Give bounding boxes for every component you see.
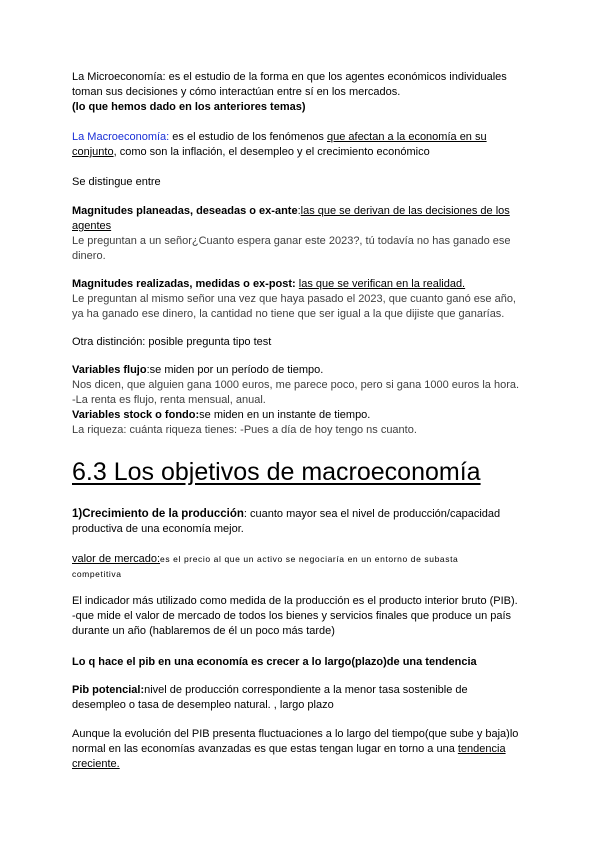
- micro-line-1: La Microeconomía: es el estudio de la forma en que los agentes económicos individuales: [72, 71, 507, 83]
- ex-post-def: las que se verifican en la realidad.: [298, 278, 466, 290]
- flujo-example-2: -La renta es flujo, renta mensual, anual.: [72, 394, 266, 406]
- valor-mercado-line-2: competitiva: [72, 569, 122, 579]
- microeconomia-paragraph: [72, 70, 528, 115]
- crecimiento-text: : cuanto mayor sea el nivel de producción/capacidad: [243, 508, 501, 520]
- pib-line-2: -que mide el valor de mercado de todos los bienes y servicios finales que produce un país: [72, 610, 512, 622]
- ex-ante-example-2: dinero.: [72, 250, 106, 262]
- crecimiento-paragraph: [72, 507, 528, 537]
- creciente-term: creciente.: [72, 758, 120, 770]
- evolucion-line-1: Aunque la evolución del PIB presenta fluctuaciones a lo largo del tiempo(que sube y baja)lo: [72, 728, 519, 740]
- ex-ante-def-2: agentes: [72, 220, 112, 232]
- macro-underline-2: conjunto: [72, 146, 114, 158]
- stock-example: La riqueza: cuánta riqueza tienes: -Pues a día de hoy tengo ns cuanto.: [72, 424, 417, 436]
- macro-underline-1: que afectan a la economía en su: [326, 131, 487, 143]
- crecimiento-line-2: productiva de una economía mejor.: [72, 523, 244, 535]
- pib-potencial-title: Pib potencial:: [72, 684, 145, 696]
- pib-line-1: El indicador más utilizado como medida de la producción es el producto interior bruto (PIB).: [72, 595, 518, 607]
- ex-post-example-1: Le preguntan al mismo señor una vez que haya pasado el 2023, que cuanto ganó ese año,: [72, 293, 516, 305]
- macroeconomia-paragraph: [72, 130, 528, 160]
- ex-ante-example-1: Le preguntan a un señor¿Cuanto espera ganar este 2023?, tú todavía no has ganado ese: [72, 235, 511, 247]
- micro-line-2: toman sus decisiones y cómo interactúan entre sí en los mercados.: [72, 86, 401, 98]
- ex-post-title: Magnitudes realizadas, medidas o ex-post:: [72, 278, 296, 290]
- pib-potencial-paragraph: [72, 683, 528, 713]
- macro-term: La Macroeconomía:: [72, 131, 170, 143]
- ex-ante-title: Magnitudes planeadas, deseadas o ex-ante: [72, 205, 298, 217]
- ex-ante-paragraph: [72, 204, 528, 264]
- flujo-def: :se miden por un período de tiempo.: [146, 364, 324, 376]
- se-distingue-text: Se distingue entre: [72, 176, 161, 188]
- macro-text-2: , como son la inflación, el desempleo y el crecimiento económico: [113, 146, 430, 158]
- tendencia-term: tendencia: [457, 743, 506, 755]
- stock-title: Variables stock o fondo:: [72, 409, 200, 421]
- pib-indicator-paragraph: [72, 594, 528, 639]
- evolucion-text-2: normal en las economías avanzadas es que estas tengan lugar en torno a una: [72, 743, 458, 755]
- macro-text-1: es el estudio de los fenómenos: [169, 131, 327, 143]
- flujo-example-1: Nos dicen, que alguien gana 1000 euros, me parece poco, pero si gana 1000 euros la hora.: [72, 379, 520, 391]
- pib-tendencia-statement: Lo q hace el pib en una economía es crecer a lo largo(plazo)de una tendencia: [72, 656, 477, 668]
- flujo-title: Variables flujo: [72, 364, 147, 376]
- stock-def: se miden en un instante de tiempo.: [199, 409, 371, 421]
- ex-post-example-2: ya ha ganado ese dinero, la cantidad no tiene que ser igual a la que dijiste que ganarías.: [72, 308, 505, 320]
- crecimiento-title: 1)Crecimiento de la producción: [72, 508, 244, 520]
- section-heading: 6.3 Los objetivos de macroeconomía: [72, 458, 481, 486]
- otra-distincion-text: Otra distinción: posible pregunta tipo test: [72, 336, 272, 348]
- valor-mercado-paragraph: [72, 552, 528, 582]
- micro-note: (lo que hemos dado en los anteriores temas): [72, 101, 306, 113]
- ex-post-paragraph: [72, 277, 528, 322]
- valor-mercado-def: es el precio al que un activo se negociaría en un entorno de subasta: [160, 554, 459, 564]
- ex-ante-def-1: las que se derivan de las decisiones de los: [300, 205, 510, 217]
- evolucion-pib-paragraph: [72, 727, 528, 772]
- variables-paragraph: [72, 363, 528, 438]
- valor-mercado-term: valor de mercado:: [72, 553, 161, 565]
- pib-line-3: durante un año (hablaremos de él un poco más tarde): [72, 625, 335, 637]
- pib-potencial-line-2: desempleo o tasa de desempleo natural. , largo plazo: [72, 699, 334, 711]
- ex-ante-colon: :: [297, 205, 301, 217]
- pib-potencial-def: nivel de producción correspondiente a la menor tasa sostenible de: [144, 684, 468, 696]
